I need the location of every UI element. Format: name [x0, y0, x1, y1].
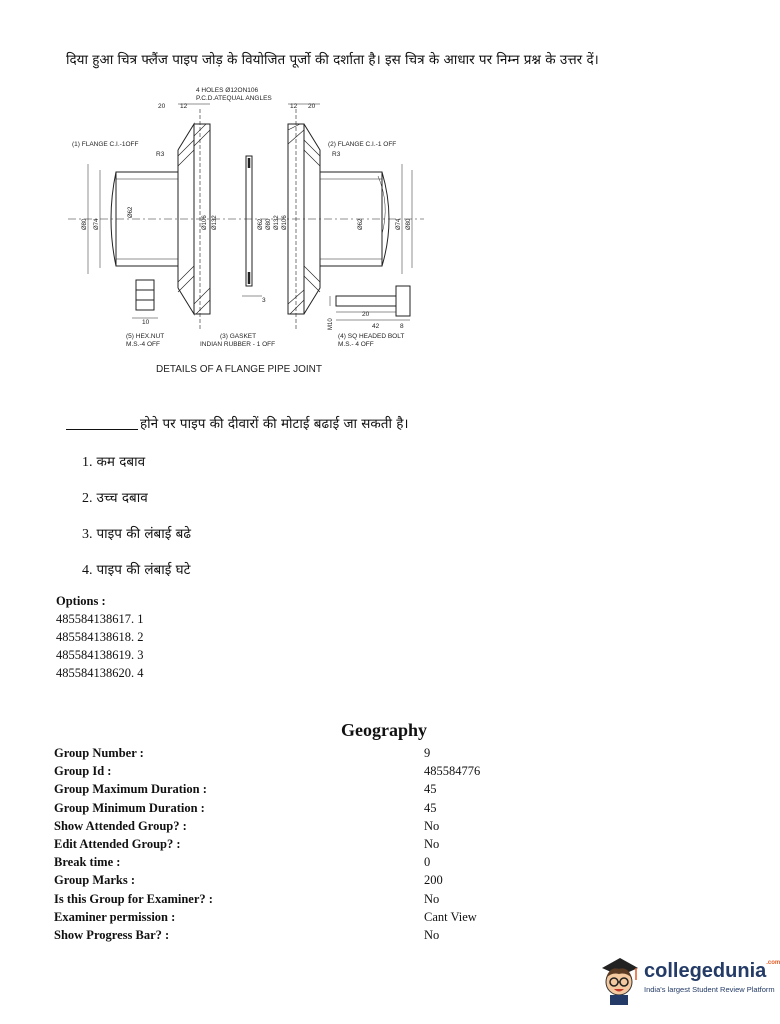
- fill-in-text: होने पर पाइप की दीवारों की मोटाई बढाई जा सकती है।: [140, 416, 409, 432]
- choice-item: 4. पाइप की लंबाई घटे: [82, 562, 191, 578]
- student-mascot-icon: [596, 952, 642, 1008]
- dim-3: 3: [262, 297, 266, 304]
- dim-left-o132: Ø132: [212, 215, 218, 230]
- options-heading: Options :: [56, 594, 106, 608]
- table-row: Group Marks : 200: [54, 873, 443, 888]
- dim-right-o80: Ø80: [406, 218, 412, 230]
- hex-nut: [136, 280, 154, 310]
- figure-title: DETAILS OF A FLANGE PIPE JOINT: [156, 364, 322, 375]
- option-item: 485584138617. 1: [56, 612, 144, 626]
- dim-gasket-o62: Ø62: [258, 218, 264, 230]
- part-5-label-a: (5) HEX.NUT: [126, 333, 165, 340]
- logo-tagline: India's largest Student Review Platform: [644, 985, 775, 994]
- table-row: Group Number : 9: [54, 746, 431, 760]
- option-item: 485584138620. 4: [56, 666, 144, 680]
- option-item: 485584138619. 3: [56, 648, 144, 662]
- table-row: Group Id : 485584776: [54, 764, 481, 779]
- table-row: Show Attended Group? : No: [54, 818, 440, 833]
- dim-left-o80: Ø80: [82, 218, 88, 230]
- part-1-label: (1) FLANGE C.I.-1OFF: [72, 141, 139, 148]
- dim-12-right: 12: [290, 103, 298, 110]
- options-block: [56, 592, 144, 682]
- dim-right-o106: Ø106: [282, 215, 288, 230]
- table-row: Show Progress Bar? : No: [54, 928, 440, 943]
- logo-tld: .com: [766, 960, 780, 966]
- dim-12-left: 12: [180, 103, 188, 110]
- table-row: Group Minimum Duration : 45: [54, 800, 437, 815]
- flange-pipe-joint-drawing: [66, 84, 426, 384]
- dim-10: 10: [142, 319, 150, 326]
- part-3-label-a: (3) GASKET: [220, 333, 257, 340]
- radius-right: R3: [332, 151, 341, 158]
- part-2-label: (2) FLANGE C.I.-1 OFF: [328, 141, 397, 148]
- dim-m10: M10: [328, 318, 334, 330]
- table-row: Is this Group for Examiner? : No: [54, 891, 440, 906]
- dim-gasket-o80: Ø80: [266, 218, 272, 230]
- answer-blank: [66, 415, 138, 430]
- dim-20-right: 20: [308, 103, 316, 110]
- dim-gasket-o132: Ø132: [274, 215, 280, 230]
- dim-20-left: 20: [158, 103, 166, 110]
- dim-right-o62: Ø62: [358, 218, 364, 230]
- part-4-label-a: (4) SQ HEADED BOLT: [338, 333, 405, 340]
- choice-item: 1. कम दबाव: [82, 454, 146, 470]
- table-row: Edit Attended Group? : No: [54, 837, 440, 852]
- collegedunia-logo[interactable]: [596, 952, 780, 1008]
- logo-name: collegedunia: [644, 960, 767, 982]
- table-row: Group Maximum Duration : 45: [54, 782, 437, 797]
- question-intro: दिया हुआ चित्र फ्लैंज पाइप जोड़ के वियोजित पूर्जो की दर्शाता है। इस चित्र के आधार पर निम्न प्रश्न के उत्तर दें।: [66, 52, 599, 68]
- option-item: 485584138618. 2: [56, 630, 144, 644]
- dim-20-bolt: 20: [362, 311, 370, 318]
- dim-left-o106: Ø106: [202, 215, 208, 230]
- dim-42: 42: [372, 323, 380, 330]
- dim-left-o74: Ø74: [94, 218, 100, 230]
- bolt-shank: [336, 296, 396, 306]
- section-title: Geography: [340, 720, 427, 740]
- choice-item: 3. पाइप की लंबाई बढे: [82, 526, 191, 542]
- answer-choices: [82, 452, 191, 596]
- dim-8: 8: [400, 323, 404, 330]
- fill-in-question: [66, 414, 409, 432]
- fig-top-note-1: 4 HOLES Ø12ON106: [196, 87, 259, 94]
- choice-item: 2. उच्च दबाव: [82, 490, 148, 506]
- part-3-label-b: INDIAN RUBBER - 1 OFF: [200, 341, 276, 348]
- dim-right-o74: Ø74: [396, 218, 402, 230]
- table-row: Break time : 0: [54, 855, 431, 870]
- group-info-table: [54, 744, 594, 944]
- table-row: Examiner permission : Cant View: [54, 909, 477, 924]
- gasket: [246, 156, 252, 286]
- fig-top-note-2: P.C.D.ATEQUAL ANGLES: [196, 95, 272, 102]
- bolt-head: [396, 286, 410, 316]
- radius-left: R3: [156, 151, 165, 158]
- part-4-label-b: M.S.- 4 OFF: [338, 341, 374, 348]
- dim-left-o62: Ø62: [128, 206, 134, 218]
- part-5-label-b: M.S.-4 OFF: [126, 341, 160, 348]
